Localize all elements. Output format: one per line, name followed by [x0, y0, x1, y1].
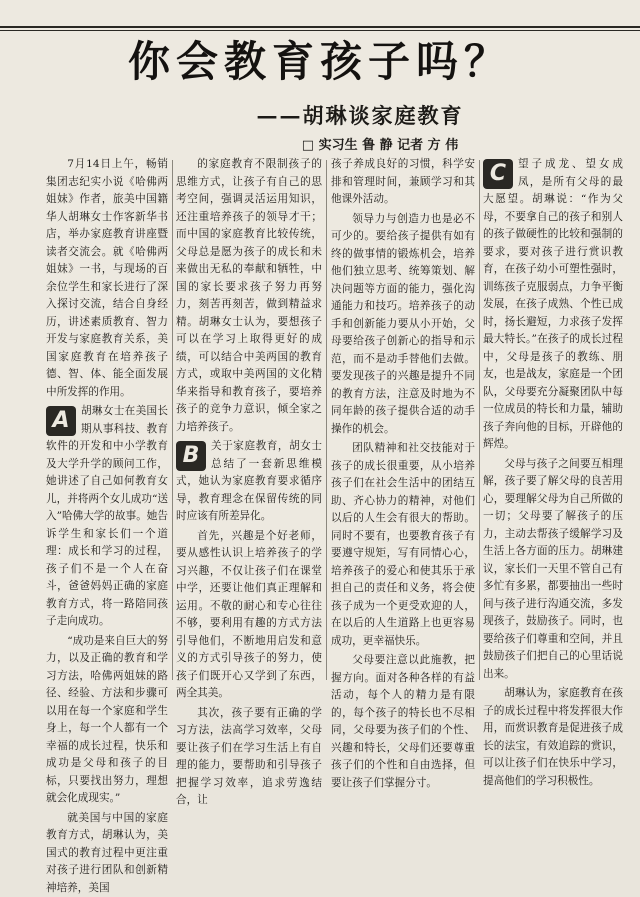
paragraph: 团队精神和社交技能对于孩子的成长很重要，从小培养孩子们在社会生活中的团结互助、齐心协力的精神，对他们以后的人生会有很大的帮助。同时不要有，也要教育孩子有要遵守规矩，写有同情心心，培养孩子的爱心和使其乐于承担自己的责任和义务，将会使孩子成为一个更受欢迎的人，在以后的人生道路上也更容易成功，更幸福快乐。: [331, 440, 475, 650]
paragraph: [176, 438, 322, 526]
section-badge-a: A: [46, 406, 76, 436]
section-badge-b: B: [176, 441, 206, 471]
column-divider: [326, 160, 327, 680]
top-rule-thin: [0, 30, 640, 31]
paragraph: 孩子养成良好的习惯，科学安排和管理时间，兼顾学习和其他课外活动。: [331, 156, 475, 209]
article-title: 你会教育孩子吗？: [0, 38, 640, 86]
article-subtitle: ——胡琳谈家庭教育: [180, 100, 540, 130]
paragraph: [483, 156, 623, 454]
top-rule: [0, 26, 640, 28]
column-divider: [172, 160, 173, 680]
paragraph: 就美国与中国的家庭教育方式，胡琳认为，美国式的教育过程中更注重对孩子进行团队和创新精神培养，美国: [46, 810, 168, 897]
paragraph: 父母要注意以此施教，把握方向。面对各种各样的有益活动，每个人的精力是有限的，每个孩子的特长也不尽相同，父母要为孩子们的个性、兴趣和特长，父母们还要尊重孩子们的个性和自由选择，但要让孩子们掌握分寸。: [331, 652, 475, 792]
paragraph-text: 望子成龙、望女成凤，是所有父母的最大愿望。胡琳说：“作为父母，不要拿自己的孩子和别人的孩子做硬性的比较和强制的要求，要对孩子进行赏识教育，在孩子幼小可塑性强时，训练孩子克服弱点，力争平衡发展，在孩子成熟、个性已成时，扬长避短，力求孩子发挥最大特长。”在孩子的成长过程中，父母是孩子的教练、朋友，也是战友，家庭是一个团队，父母要充分凝聚团队中每一位成员的特长和力量，辅助孩子奔向他的目标，开辟他的辉煌。: [483, 158, 623, 450]
article-column-2: [176, 156, 322, 682]
paragraph: 的家庭教育不限制孩子的思维方式，让孩子有自己的思考空间，强调灵活运用知识，还注重培养孩子的领导才干；而中国的家庭教育比较传统，父母总是愿为孩子的成长和未来做出无私的奉献和牺牲，中国的家长要求孩子努力再努力，刻苦再刻苦，做到精益求精。胡琳女士认为，要想孩子可以在学习上取得更好的成绩，可以结合中美两国的教育方式，或取中美两国的文化精华来指导和教育孩子，要培养孩子的竞争力意识，倾全家之力培养孩子。: [176, 156, 322, 436]
paragraph-text: 胡琳女士在美国长期从事科技、教育软件的开发和中小学教育及大学升学的顾问工作，她讲述了自己如何教育女儿，并将两个女儿成功“送入”哈佛大学的故事。她告诉学生和家长们一个道理：成长和学习的过程，孩子们不是一个人在奋斗，爸爸妈妈正确的家庭教育方式，将一路陪同孩子走向成功。: [46, 405, 168, 627]
paragraph: 父母与孩子之间要互相理解，孩子要了解父母的良苦用心，要理解父母为自己所做的一切；父母要了解孩子的压力，主动去帮孩子缓解学习及生活上各方面的压力。胡琳建议，家长们一天里不管自己有多忙有多累，都要抽出一些时间与孩子进行沟通交流，多发现孩子，鼓励孩子。同时，也要给孩子们尊重和空间，并且鼓励孩子们把自己的心里话说出来。: [483, 456, 623, 684]
article-column-1: [46, 156, 168, 682]
paragraph: 7月14日上午，畅销集团志纪实小说《哈佛两姐妹》作者，旅美中国籍华人胡琳女士作客新华书店，举办家庭教育讲座暨读者交流会。就《哈佛两姐妹》一书，与现场的百余位学生和家长进行了深入探讨交流，结合自身经历，讲述素质教育、智力开发与家庭教育关系，美国家庭教育在培养孩子德、智、体、能全面发展中所发挥的作用。: [46, 156, 168, 401]
paragraph: [46, 403, 168, 631]
paragraph: “成功是来自巨大的努力，以及正确的教育和学习方法，哈佛两姐妹的路径、经验、方法和步骤可以用在每一个家庭和学生身上，每一个人都有一个幸福的成长过程，快乐和成功是父母和孩子的目标，只要找出努力，理想就会化成现实。”: [46, 633, 168, 808]
article-column-3: [331, 156, 475, 682]
paragraph: 首先，兴趣是个好老师，要从感性认识上培养孩子的学习兴趣，不仅让孩子们在课堂中学，还要让他们真正理解和运用。不敬的耐心和专心往往不够，要利用有趣的方式方法引导他们，不断地用启发和意义的方式引导孩子的努力，使孩子们既开心又学到了东西，两全其美。: [176, 528, 322, 703]
article-byline: □ 实习生 鲁 静 记者 方 伟: [200, 134, 560, 153]
article-column-4: [483, 156, 623, 682]
paragraph: 其次，孩子要有正确的学习方法，法高学习效率，父母要让孩子们在学习生活上有自理的能力，要帮助和引导孩子把握学习效率，追求劳逸结合，让: [176, 705, 322, 810]
paragraph-text: 关于家庭教育，胡女士总结了一套新思维模式，她认为家庭教育要求循序导，教育理念在保留传统的同时应该有所差异化。: [176, 440, 322, 522]
column-divider: [479, 160, 480, 680]
paragraph: 胡琳认为，家庭教育在孩子的成长过程中将发挥很大作用，而赏识教育是促进孩子成长的法宝，有效追踪的赏识，可以让孩子们在快乐中学习，提高他们的学习积极性。: [483, 685, 623, 790]
paragraph: 领导力与创造力也是必不可少的。要给孩子提供有如有终的做事情的锻炼机会，培养他们独立思考、统筹策划、解决问题等方面的能力，强化沟通能力和技巧。培养孩子的动手和创新能力要从小开始，父母要给孩子创新心的指导和示范，而不是动手替他们去做。要发现孩子的兴趣是提升不同的教育方法，注意及时地为不同年龄的孩子提供合适的动手操作的机会。: [331, 211, 475, 439]
section-badge-c: C: [483, 159, 513, 189]
